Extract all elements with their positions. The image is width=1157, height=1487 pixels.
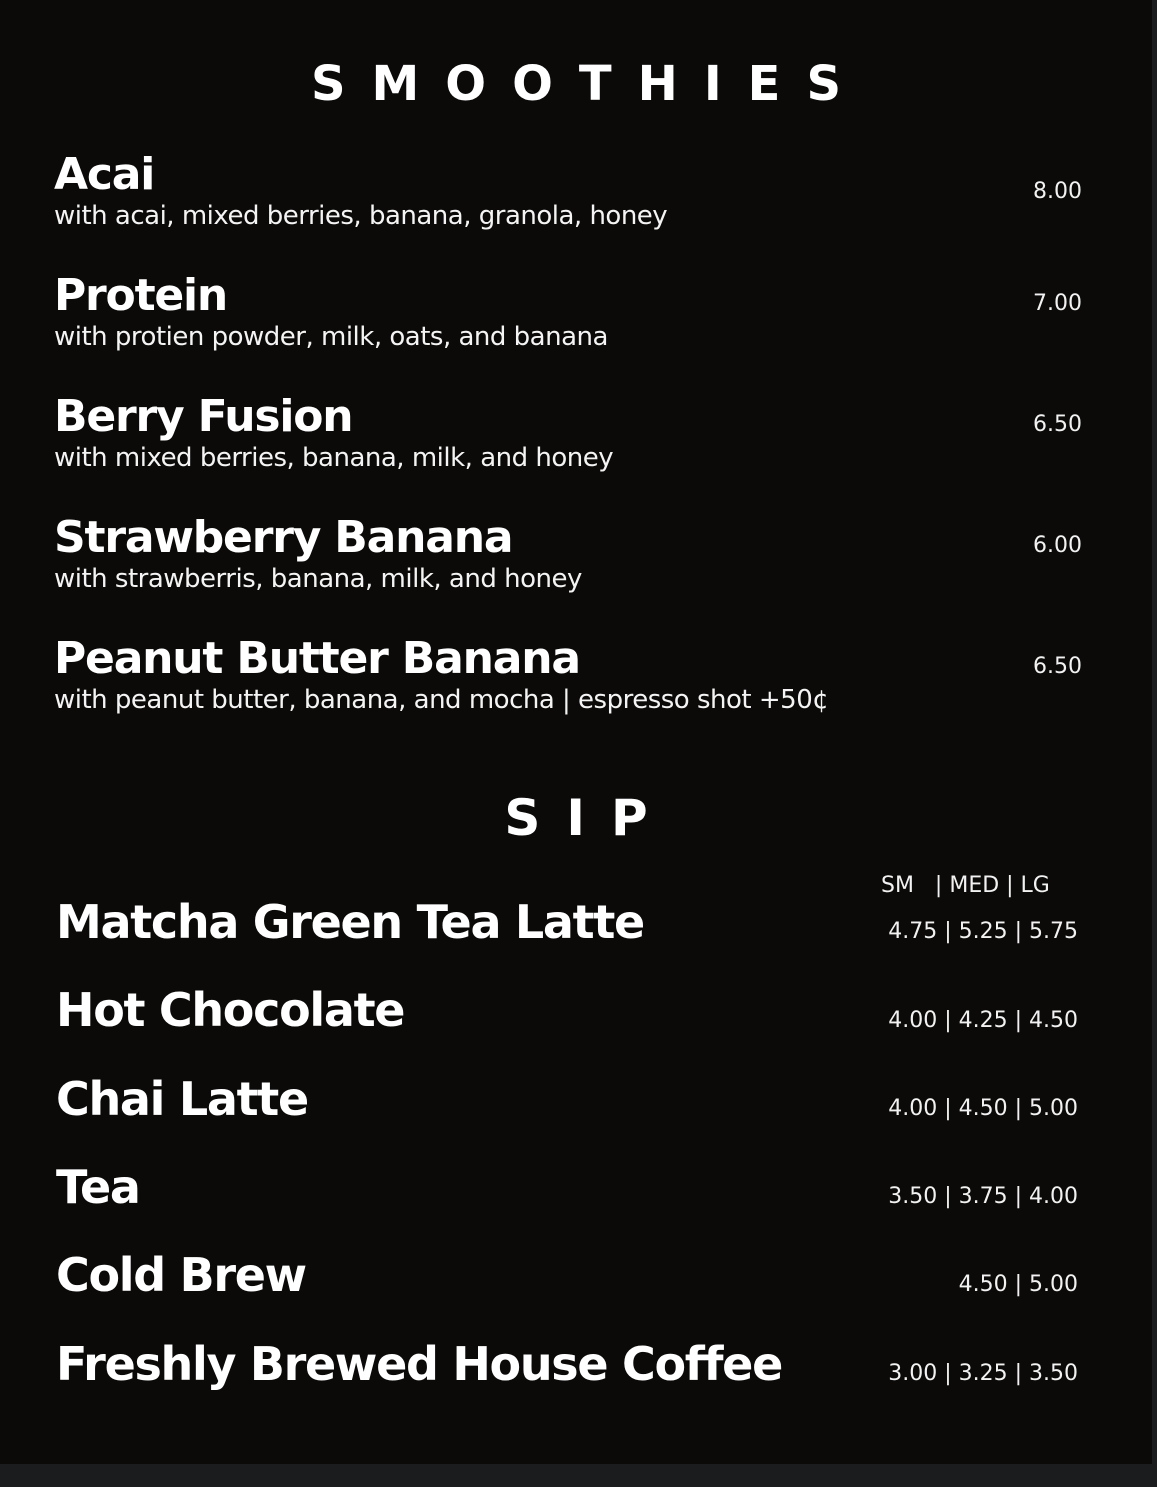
menu-item-strawberry-banana — [54, 513, 1104, 623]
item-name: Protein — [54, 270, 228, 321]
item-description: with protien powder, milk, oats, and banana — [54, 322, 608, 352]
menu-item-peanut-butter-banana — [54, 634, 1104, 744]
item-description: with strawberris, banana, milk, and honey — [54, 564, 582, 594]
item-description: with peanut butter, banana, and mocha | espresso shot +50¢ — [54, 685, 829, 715]
item-name: Berry Fusion — [54, 391, 353, 442]
drink-item-chai-latte — [56, 1071, 1096, 1131]
drink-name: Cold Brew — [56, 1248, 306, 1302]
item-description: with mixed berries, banana, milk, and honey — [54, 443, 614, 473]
drink-prices: 4.50 | 5.00 — [958, 1272, 1078, 1297]
menu-item-acai — [54, 150, 1104, 260]
drink-name: Chai Latte — [56, 1072, 308, 1126]
menu-item-berry-fusion — [54, 392, 1104, 502]
drink-name: Freshly Brewed House Coffee — [56, 1337, 782, 1391]
smoothies-heading: SMOOTHIES — [310, 56, 868, 112]
item-price: 6.00 — [1033, 533, 1082, 558]
drink-prices: 3.00 | 3.25 | 3.50 — [888, 1361, 1078, 1386]
size-column-header: SM | MED | LG — [881, 873, 1050, 898]
drink-name: Hot Chocolate — [56, 983, 405, 1037]
item-price: 8.00 — [1033, 179, 1082, 204]
drink-item-tea — [56, 1159, 1096, 1219]
item-price: 6.50 — [1033, 654, 1082, 679]
drink-name: Matcha Green Tea Latte — [56, 895, 644, 949]
drink-prices: 4.00 | 4.50 | 5.00 — [888, 1096, 1078, 1121]
drink-item-cold-brew — [56, 1247, 1096, 1307]
sip-heading: SIP — [504, 789, 674, 847]
drink-prices: 4.00 | 4.25 | 4.50 — [888, 1008, 1078, 1033]
item-name: Strawberry Banana — [54, 512, 513, 563]
drink-item-hot-chocolate — [56, 982, 1096, 1042]
item-price: 7.00 — [1033, 291, 1082, 316]
drink-prices: 3.50 | 3.75 | 4.00 — [888, 1184, 1078, 1209]
menu-item-protein — [54, 271, 1104, 381]
drink-prices: 4.75 | 5.25 | 5.75 — [888, 919, 1078, 944]
drink-item-matcha — [56, 894, 1096, 954]
item-description: with acai, mixed berries, banana, granola, honey — [54, 201, 668, 231]
drink-item-house-coffee — [56, 1336, 1096, 1396]
drink-name: Tea — [56, 1160, 140, 1214]
item-price: 6.50 — [1033, 412, 1082, 437]
item-name: Acai — [54, 149, 155, 200]
item-name: Peanut Butter Banana — [54, 633, 580, 684]
